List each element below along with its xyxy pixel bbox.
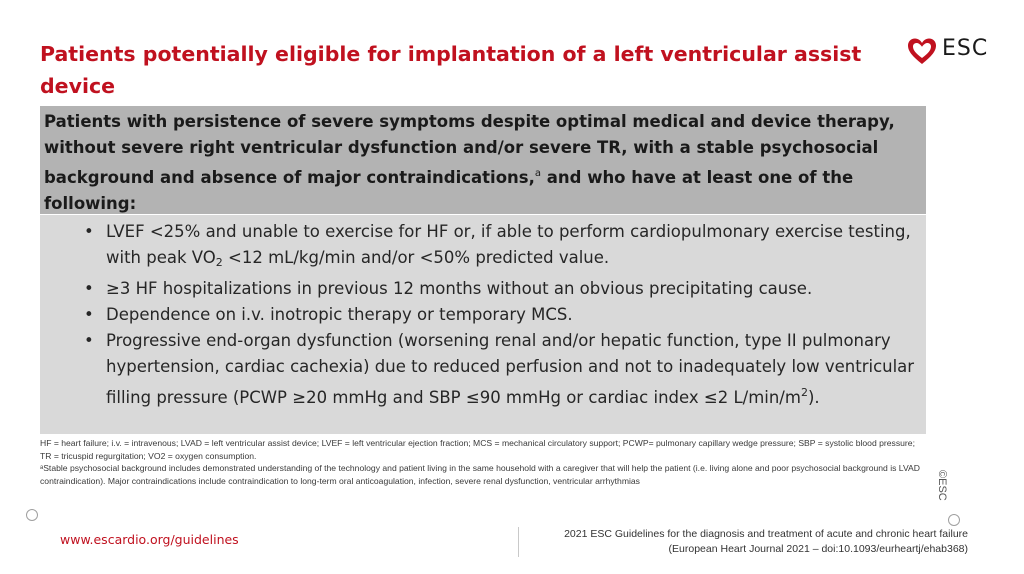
footnote-abbreviations: HF = heart failure; i.v. = intravenous; LVAD = left ventricular assist device; LVEF = left ventricular ejection fraction; MCS = mechanical circulatory support; PCWP= pulmonary capillary wedge pressure; SBP = systolic blood pressure; TR = tricuspid regurgitation; VO2 = oxygen consumption.: [40, 438, 915, 461]
bullet-icon: •: [84, 331, 94, 350]
logo-text: ESC: [942, 36, 989, 61]
criteria-item: [84, 219, 920, 276]
header-superscript: a: [534, 168, 542, 179]
footnotes: [40, 437, 920, 487]
header-text-tail: and who have at least one of the following:: [44, 168, 854, 213]
criteria-text: Dependence on i.v. inotropic therapy or temporary MCS.: [106, 305, 573, 324]
criteria-text: LVEF <25% and unable to exercise for HF or, if able to perform cardiopulmonary exercise testing, with peak VO: [106, 222, 911, 267]
esc-logo: [906, 36, 996, 66]
criteria-text: ≥3 HF hospitalizations in previous 12 months without an obvious precipitating cause.: [106, 279, 813, 298]
bullet-icon: •: [84, 305, 94, 324]
decorative-circle-icon: [26, 509, 38, 521]
criteria-item: [84, 328, 920, 411]
footer-reference: [564, 527, 968, 557]
criteria-text-tail: ).: [807, 388, 820, 407]
criteria-list-box: [40, 215, 926, 434]
footnote-a: ᵃStable psychosocial background includes demonstrated understanding of the technology and patient living in the same household with a caregiver that will help the patient (i.e. living alone and poor psychosocial background is LVAD contraindication). Major contraindications include contraindication to long-term oral anticoagulation, infection, severe renal dysfunction, ventricular arrhythmias: [40, 463, 920, 486]
criteria-subscript: 2: [215, 256, 223, 269]
criteria-superscript: 2: [800, 386, 808, 399]
criteria-item: [84, 276, 920, 302]
decorative-circle-icon: [948, 514, 960, 526]
criteria-text-tail: <12 mL/kg/min and/or <50% predicted value.: [222, 248, 610, 267]
header-text: Patients with persistence of severe symptoms despite optimal medical and device therapy, without severe right ventricular dysfunction and/or severe TR, with a stable psychosocial background and absence of major contraindications,: [44, 112, 895, 187]
criteria-text: Progressive end-organ dysfunction (worsening renal and/or hepatic function, type II pulmonary hypertension, cardiac cachexia) due to reduced perfusion and not to inadequately low ventricular filling pressure (PCWP ≥20 mmHg and SBP ≤90 mmHg or cardiac index ≤2 L/min/m: [106, 331, 915, 407]
bullet-icon: •: [84, 222, 94, 241]
eligibility-header-box: [40, 106, 926, 214]
slide-title: Patients potentially eligible for implantation of a left ventricular assist device: [40, 42, 862, 98]
heart-logo-icon: [906, 36, 938, 66]
bullet-icon: •: [84, 279, 94, 298]
footer-link[interactable]: www.escardio.org/guidelines: [60, 532, 239, 547]
criteria-item: [84, 302, 920, 328]
footer-reference-line2: (European Heart Journal 2021 – doi:10.1093/eurheartj/ehab368): [668, 543, 968, 555]
footer-reference-line1: 2021 ESC Guidelines for the diagnosis and treatment of acute and chronic heart failure: [564, 528, 968, 540]
footer-divider: [518, 527, 519, 557]
criteria-list: [84, 219, 920, 411]
copyright-label: ©ESC: [936, 470, 948, 501]
